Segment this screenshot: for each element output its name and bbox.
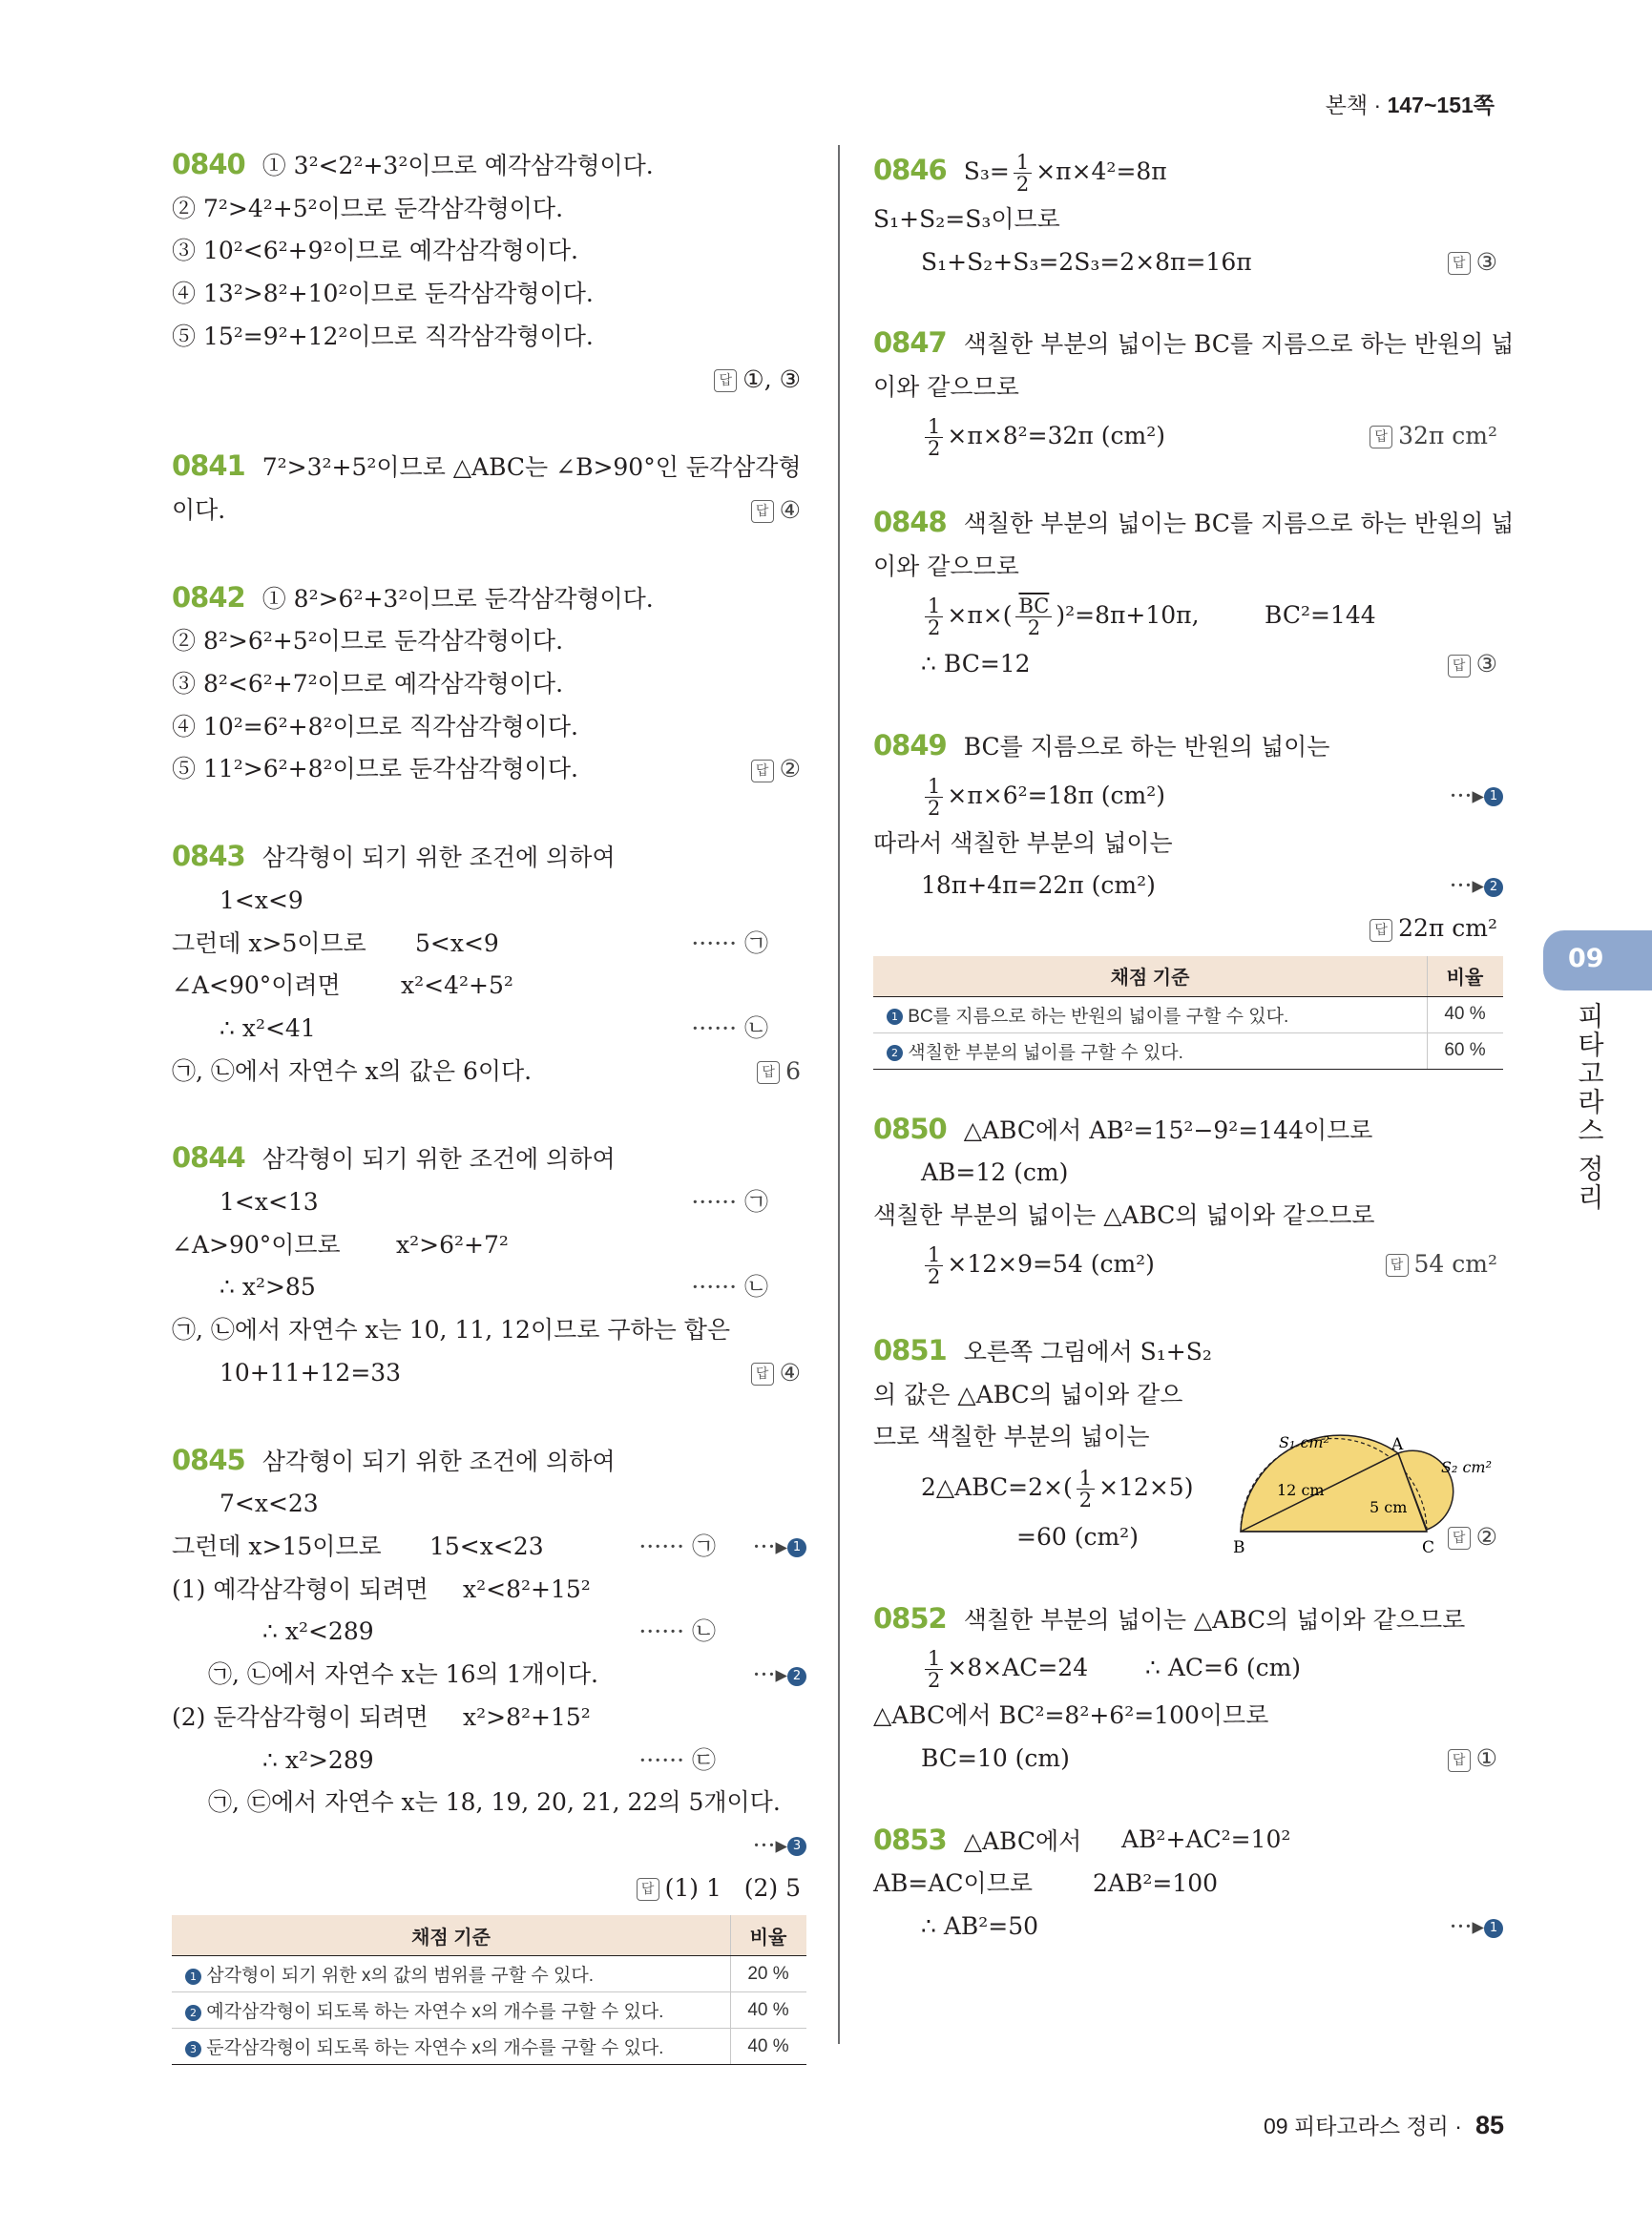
answer [1370, 409, 1497, 463]
problem-number: 0852 [873, 1601, 947, 1635]
answer-icon: 답 [1448, 1527, 1471, 1550]
arrow: ···▸ [1449, 781, 1484, 809]
text: ② 8²>6²+5²이므로 둔각삼각형이다. [172, 627, 564, 656]
answer-value: (1) 1 (2) 5 [664, 1873, 801, 1902]
denominator: 2 [928, 1669, 941, 1693]
text: ③ 8²<6²+7²이므로 예각삼각형이다. [172, 670, 564, 698]
denominator: 2 [928, 796, 941, 820]
ratio: 40 % [731, 1992, 807, 2029]
table-header-criteria: 채점 기준 [873, 956, 1428, 997]
vertex-a-label: A [1391, 1435, 1404, 1454]
text: x²>6²+7² [396, 1230, 509, 1259]
answer-value: ① [1475, 1744, 1497, 1773]
ratio: 40 % [731, 2029, 807, 2065]
answer-value: ④ [779, 1358, 801, 1387]
problem-number: 0846 [873, 154, 947, 186]
right-column [873, 143, 1515, 1992]
scoring-table-0849 [873, 956, 1503, 1070]
step-dot: 3 [787, 1837, 806, 1856]
text: ∠A>90°이므로 [172, 1230, 341, 1259]
text: x²<4²+5² [401, 971, 513, 1000]
text: ① 8²>6²+3²이므로 둔각삼각형이다. [261, 584, 654, 613]
text: ×12×5) [1098, 1472, 1194, 1501]
problem-number: 0841 [172, 449, 245, 483]
text: 10+11+12=33 [220, 1358, 402, 1387]
arrow: ···▸ [752, 1532, 787, 1560]
ratio: 60 % [1428, 1032, 1504, 1069]
eq-marker: ······ ㉡ [638, 1617, 716, 1646]
text: ×π×6²=18π (cm²) [947, 781, 1166, 809]
answer-icon: 답 [1448, 655, 1471, 678]
answer [757, 1051, 801, 1094]
text: ④ 13²>8²+10²이므로 둔각삼각형이다. [172, 280, 594, 308]
answer-icon: 답 [751, 760, 774, 782]
text: 므로 색칠한 부분의 넓이는 [873, 1423, 1150, 1451]
answer-value: ①, ③ [742, 365, 801, 393]
criteria-text: 예각삼각형이 되도록 하는 자연수 x의 개수를 구할 수 있다. [206, 2002, 664, 2023]
numerator: 1 [925, 1244, 943, 1266]
eq-marker: ······ ㉠ [691, 928, 768, 957]
problem-0840 [172, 143, 806, 401]
fraction [1015, 595, 1052, 638]
text: 2AB²=100 [1093, 1869, 1219, 1898]
text: ∴ x²<41 [220, 1013, 316, 1042]
problem-number: 0850 [873, 1112, 947, 1145]
denominator: 2 [1015, 173, 1030, 196]
fraction [925, 1648, 943, 1691]
step-2-marker [753, 1654, 806, 1697]
arrow: ···▸ [752, 1830, 787, 1859]
step-dot: 1 [787, 1538, 806, 1557]
step-dot: 2 [887, 1045, 903, 1061]
text: 이와 같으므로 [873, 373, 1019, 402]
text: 7<x<23 [220, 1490, 319, 1518]
text: 삼각형이 되기 위한 조건에 의하여 [261, 1145, 616, 1174]
answer-value: ④ [779, 495, 801, 524]
step-dot: 1 [1484, 1919, 1503, 1938]
problem-number: 0842 [172, 580, 245, 614]
answer-value: 6 [785, 1056, 801, 1085]
text: ㉠, ㉡에서 자연수 x의 값은 6이다. [172, 1056, 533, 1085]
text: 이와 같으므로 [873, 552, 1019, 580]
text: 1<x<13 [220, 1188, 319, 1217]
text: ×π×4²=8π [1035, 157, 1167, 185]
text: BC=10 (cm) [921, 1744, 1070, 1773]
text: AB=AC이므로 [873, 1869, 1034, 1898]
denominator: 2 [1078, 1488, 1093, 1512]
text: △ABC에서 AB²=15²−9²=144이므로 [963, 1116, 1373, 1144]
answer-icon: 답 [714, 369, 737, 392]
answer-value: 54 cm² [1413, 1249, 1497, 1278]
answer [873, 907, 1503, 950]
problem-0850 [873, 1108, 1503, 1291]
problem-number: 0847 [873, 326, 947, 360]
text: 그런데 x>5이므로 [172, 928, 366, 957]
chapter-tab[interactable] [1543, 930, 1652, 990]
numerator: 1 [925, 776, 943, 798]
ac-length-label: 5 cm [1370, 1498, 1408, 1516]
problem-0845 [172, 1439, 806, 2066]
denominator: 2 [928, 1264, 941, 1288]
text: 이다. [172, 495, 226, 524]
text: ⑤ 11²>6²+8²이므로 둔각삼각형이다. [172, 755, 578, 783]
text: ③ 10²<6²+9²이므로 예각삼각형이다. [172, 237, 578, 265]
table-row [172, 2029, 806, 2065]
text: ⑤ 15²=9²+12²이므로 직각삼각형이다. [172, 322, 594, 350]
answer [751, 748, 801, 791]
text: x²>8²+15² [463, 1702, 591, 1731]
text: 5<x<9 [415, 928, 499, 957]
numerator: $\overline{BC}$ [1015, 595, 1052, 617]
fraction [925, 416, 943, 459]
problem-number: 0849 [873, 728, 947, 761]
text: AB²+AC²=10² [1121, 1824, 1291, 1853]
problem-0852 [873, 1597, 1503, 1781]
table-row [873, 996, 1503, 1032]
text: ㉠, ㉡에서 자연수 x는 10, 11, 12이므로 구하는 합은 [172, 1316, 731, 1345]
answer [1448, 241, 1497, 284]
text: △ABC에서 [963, 1826, 1082, 1855]
answer-icon: 답 [1448, 252, 1471, 275]
text: ∴ BC=12 [921, 650, 1031, 678]
s1-label: S₁ cm² [1279, 1433, 1330, 1451]
arrow: ···▸ [1449, 871, 1484, 900]
problem-0853 [873, 1819, 1503, 1949]
ratio: 20 % [731, 1956, 807, 1992]
text: 7²>3²+5²이므로 △ABC는 ∠B>90°인 둔각삼각형 [261, 453, 802, 482]
step-dot: 2 [185, 2005, 201, 2021]
text: ② 7²>4²+5²이므로 둔각삼각형이다. [172, 194, 564, 222]
answer-value: ③ [1475, 247, 1497, 276]
step-2-marker [1450, 865, 1503, 907]
problem-number: 0843 [172, 840, 245, 873]
footer-chapter: 09 피타고라스 정리 [1264, 2114, 1449, 2138]
answer-icon: 답 [757, 1061, 780, 1084]
table-row [172, 1956, 806, 1992]
fraction [1077, 1468, 1095, 1511]
s2-label: S₂ cm² [1441, 1458, 1493, 1476]
problem-number: 0844 [172, 1141, 245, 1175]
answer-value: 32π cm² [1398, 421, 1497, 449]
text: 2△ABC=2×( [921, 1472, 1073, 1501]
text: =60 (cm²) [1016, 1522, 1139, 1551]
text: S₁+S₂=S₃이므로 [873, 205, 1060, 233]
fraction [1014, 152, 1032, 195]
problem-0847 [873, 322, 1515, 462]
numerator: 1 [1077, 1468, 1095, 1490]
answer [1448, 643, 1497, 686]
text: 18π+4π=22π (cm²) [921, 871, 1156, 900]
numerator: 1 [1014, 152, 1032, 174]
text: ×8×AC=24 [947, 1654, 1089, 1682]
answer-icon: 답 [751, 1363, 774, 1386]
text: 삼각형이 되기 위한 조건에 의하여 [261, 844, 616, 872]
text: ×π×8²=32π (cm²) [947, 421, 1166, 449]
answer-value: ② [1475, 1522, 1497, 1551]
text: ∠A<90°이려면 [172, 971, 341, 1000]
text: S₁+S₂+S₃=2S₃=2×8π=16π [921, 247, 1252, 276]
answer-value: ② [779, 755, 801, 783]
answer [1386, 1238, 1498, 1291]
text: )²=8π+10π, [1056, 601, 1200, 630]
arrow: ···▸ [1449, 1912, 1484, 1941]
text: S₃= [963, 157, 1010, 185]
eq-marker: ······ ㉡ [691, 1013, 768, 1042]
answer-icon: 답 [1448, 1749, 1471, 1772]
eq-marker: ······ ㉠ [638, 1532, 716, 1560]
problem-0842 [172, 576, 806, 792]
step-dot: 2 [1484, 878, 1503, 897]
step-1-marker [1450, 1906, 1503, 1949]
problem-number: 0853 [873, 1823, 947, 1856]
answer-icon: 답 [1386, 1254, 1409, 1277]
problem-number: 0848 [873, 505, 947, 538]
text: ① 3²<2²+3²이므로 예각삼각형이다. [261, 152, 654, 179]
left-column [172, 143, 806, 2065]
text: △ABC에서 BC²=8²+6²=100이므로 [873, 1701, 1269, 1730]
fraction [925, 595, 943, 638]
text: 삼각형이 되기 위한 조건에 의하여 [261, 1447, 616, 1475]
text: 의 값은 △ABC의 넓이와 같으 [873, 1380, 1183, 1408]
column-divider [838, 145, 840, 2044]
text: (2) 둔각삼각형이 되려면 [172, 1702, 429, 1731]
problem-0844 [172, 1136, 806, 1394]
criteria-text: 삼각형이 되기 위한 x의 값의 범위를 구할 수 있다. [206, 1966, 595, 1987]
problem-0848 [873, 501, 1515, 686]
text: ∴ AB²=50 [921, 1912, 1039, 1941]
eq-marker: ······ ㉡ [691, 1273, 768, 1302]
text: ∴ AC=6 (cm) [1145, 1654, 1302, 1682]
table-header-ratio: 비율 [1428, 956, 1504, 997]
denominator: 2 [928, 616, 941, 640]
answer-value: 22π cm² [1398, 914, 1497, 943]
step-dot: 1 [185, 1969, 201, 1985]
problem-0841 [172, 445, 806, 532]
text: 따라서 색칠한 부분의 넓이는 [873, 828, 1173, 857]
text: 색칠한 부분의 넓이는 △ABC의 넓이와 같으므로 [873, 1201, 1375, 1230]
page-number: 85 [1474, 2111, 1504, 2139]
eq-marker: ······ ㉢ [638, 1745, 716, 1774]
page-range: 147~151쪽 [1387, 93, 1495, 117]
text: ∴ x²<289 [262, 1617, 374, 1646]
text: BC²=144 [1265, 601, 1376, 630]
text: ×π×( [947, 601, 1013, 630]
ab-length-label: 12 cm [1277, 1481, 1325, 1499]
page-footer: 09 피타고라스 정리 · 85 [1264, 2111, 1504, 2139]
text: ∴ x²>289 [262, 1745, 374, 1774]
numerator: 1 [925, 595, 943, 617]
semicircle-figure-0851 [1231, 1417, 1498, 1560]
scoring-table-0845 [172, 1915, 806, 2065]
text: 오른쪽 그림에서 S₁+S₂ [963, 1337, 1212, 1366]
criteria-text: BC를 지름으로 하는 반원의 넓이를 구할 수 있다. [908, 1006, 1289, 1027]
ratio: 40 % [1428, 996, 1504, 1032]
answer [751, 490, 801, 532]
denominator: 2 [1027, 616, 1041, 640]
problem-0846 [873, 143, 1503, 283]
text: ∴ x²>85 [220, 1273, 316, 1302]
text: BC를 지름으로 하는 반원의 넓이는 [963, 732, 1330, 761]
text: ④ 10²=6²+8²이므로 직각삼각형이다. [172, 712, 578, 740]
criteria-text: 색칠한 부분의 넓이를 구할 수 있다. [908, 1042, 1183, 1063]
text: ×12×9=54 (cm²) [947, 1249, 1155, 1278]
numerator: 1 [925, 1648, 943, 1670]
text: ㉠, ㉡에서 자연수 x는 16의 1개이다. [208, 1660, 598, 1689]
problem-number: 0845 [172, 1443, 245, 1476]
answer [172, 1867, 806, 1910]
book-label: 본책 [1325, 93, 1369, 117]
text: 색칠한 부분의 넓이는 BC를 지름으로 하는 반원의 넓 [963, 509, 1515, 537]
answer-icon: 답 [1370, 919, 1392, 942]
arrow: ···▸ [752, 1660, 787, 1689]
page-header: 본책 · 147~151쪽 [1325, 93, 1495, 117]
answer [751, 1352, 801, 1395]
step-dot: 3 [185, 2041, 201, 2057]
fraction [925, 776, 943, 819]
answer [1448, 1738, 1497, 1781]
eq-marker: ······ ㉠ [691, 1188, 768, 1217]
text: x²<8²+15² [463, 1574, 591, 1603]
step-dot: 2 [787, 1667, 806, 1686]
problem-number: 0851 [873, 1333, 947, 1366]
answer-icon: 답 [751, 500, 774, 523]
text: 그런데 x>15이므로 [172, 1532, 382, 1560]
answer [172, 359, 806, 402]
step-1-marker [753, 1526, 806, 1569]
text: (1) 예각삼각형이 되려면 [172, 1574, 429, 1603]
text: 1<x<9 [220, 886, 303, 914]
table-header-ratio: 비율 [731, 1915, 807, 1956]
vertex-c-label: C [1422, 1538, 1435, 1557]
answer-icon: 답 [1370, 426, 1392, 448]
fraction [925, 1244, 943, 1287]
text: AB=12 (cm) [921, 1158, 1069, 1187]
table-header-criteria: 채점 기준 [172, 1915, 731, 1956]
denominator: 2 [928, 436, 941, 460]
text: 15<x<23 [429, 1532, 544, 1560]
step-dot: 1 [1484, 787, 1503, 806]
answer-icon: 답 [637, 1878, 659, 1901]
problem-0849 [873, 724, 1503, 1070]
step-3-marker [753, 1824, 806, 1867]
step-dot: 1 [887, 1009, 903, 1025]
problem-number: 0840 [172, 148, 245, 180]
table-row [873, 1032, 1503, 1069]
answer-value: ③ [1475, 650, 1497, 678]
step-1-marker [1450, 769, 1503, 823]
numerator: 1 [925, 416, 943, 438]
criteria-text: 둔각삼각형이 되도록 하는 자연수 x의 개수를 구할 수 있다. [206, 2038, 664, 2059]
chapter-number: 09 [1568, 944, 1604, 973]
chapter-title: 피타고라스 정리 [1575, 1002, 1604, 1212]
problem-0843 [172, 835, 806, 1093]
vertex-b-label: B [1233, 1538, 1245, 1557]
table-row [172, 1992, 806, 2029]
text: 색칠한 부분의 넓이는 BC를 지름으로 하는 반원의 넓 [963, 330, 1515, 359]
text: ㉠, ㉢에서 자연수 x는 18, 19, 20, 21, 22의 5개이다. [208, 1788, 781, 1817]
text: 색칠한 부분의 넓이는 △ABC의 넓이와 같으므로 [963, 1605, 1466, 1634]
